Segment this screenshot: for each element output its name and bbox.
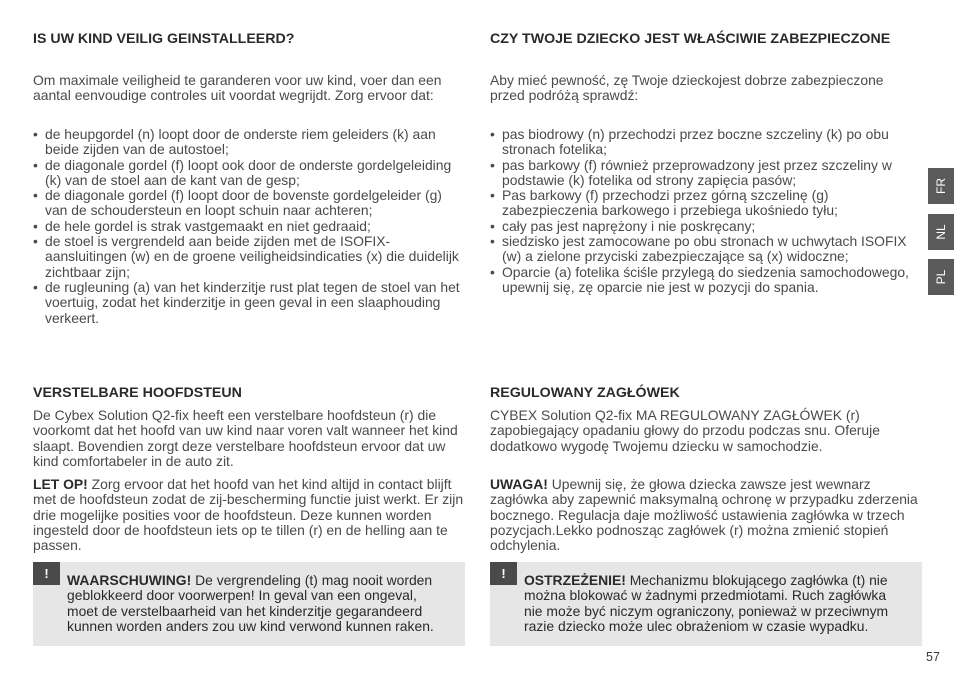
list-item: • pas barkowy (f) również przeprowadzony jest przez szczeliny w podstawie (k) fotelika od strony zapięcia pasów; <box>490 158 922 189</box>
safety-checklist-pl <box>490 127 922 295</box>
list-item: • de diagonale gordel (f) loopt door de bovenste gordelgeleider (g) van de schoudersteun en loopt schuin naar achteren; <box>33 188 465 219</box>
safety-intro-pl: Aby mieć pewność, zę Twoje dzieckojest dobrze zabezpieczone przed podróżą sprawdź: <box>490 72 884 104</box>
headrest-heading-nl: VERSTELBARE HOOFDSTEUN <box>33 385 242 401</box>
safety-intro-nl: Om maximale veiligheid te garanderen voor uw kind, voer dan een aantal eenvoudige controles uit voordat wegrijdt. Zorg ervoor dat: <box>33 72 442 104</box>
exclamation-icon: ! <box>490 562 517 585</box>
list-item: • de diagonale gordel (f) loopt ook door de onderste gordelgeleiding (k) van de stoel aan de kant van de gesp; <box>33 158 465 189</box>
attention-text: Upewnij się, że głowa dziecka zawsze jest wewnarz zagłówka aby zapewnić maksymalną ochronę w przypadku zderzenia bocznego. Regulacja daje możliwość ustawienia zagłówka w trzech pozycjach.Lekko podnosząc zagłówek (r) można zmienić stopień odchylenia. <box>490 476 918 554</box>
headrest-text-pl: CYBEX Solution Q2-fix MA REGULOWANY ZAGŁÓWEK (r) zapobiegający opadaniu głowy do przodu podczas snu. Oferuje dodatkowo wygodę Twojemu dziecku w samochodzie. <box>490 407 880 454</box>
safety-heading-pl: CZY TWOJE DZIECKO JEST WŁAŚCIWIE ZABEZPIECZONE <box>490 31 891 47</box>
language-tab-nl[interactable] <box>928 214 954 250</box>
list-item: • de hele gordel is strak vastgemaakt en niet gedraaid; <box>33 219 465 234</box>
list-item: • de stoel is vergrendeld aan beide zijden met de ISOFIX-aansluitingen (w) en de groene veiligheidsindicaties (x) die duidelijk zichtbaar zijn; <box>33 234 465 280</box>
warning-label: WAARSCHUWING! <box>67 572 192 588</box>
list-item: • pas biodrowy (n) przechodzi przez boczne szczeliny (k) po obu stronach fotelika; <box>490 127 922 158</box>
warning-body: Mechanizmu blokującego zagłówka (t) nie można blokować w żadnymi przedmiotami. Ruch zagłówka nie może być niczym ograniczony, ponieważ w przeciwnym razie dziecko może ulec obrażeniom w czasie wypadku. <box>524 572 889 634</box>
attention-paragraph-pl <box>490 477 922 553</box>
warning-box-pl <box>490 562 922 646</box>
language-tab-label: FR <box>934 178 948 194</box>
page-number: 57 <box>926 650 940 664</box>
language-tab-fr[interactable] <box>928 168 954 204</box>
language-tab-label: PL <box>934 269 948 285</box>
attention-label: LET OP! <box>33 476 88 492</box>
exclamation-icon: ! <box>33 562 60 585</box>
list-item: • Oparcie (a) fotelika ściśle przylegą do siedzenia samochodowego, upewnij się, zę oparcie nie jest w pozycji do spania. <box>490 265 922 296</box>
warning-label: OSTRZEŻENIE! <box>524 572 626 588</box>
list-item: • de rugleuning (a) van het kinderzitje rust plat tegen de stoel van het voertuig, zodat het kinderzitje in geen geval in een slaaphouding verkeert. <box>33 280 465 326</box>
list-item: • siedzisko jest zamocowane po obu stronach w uchwytach ISOFIX (w) a zielone przyciski zabezpieczające są (x) widoczne; <box>490 234 922 265</box>
list-item: • de heupgordel (n) loopt door de onderste riem geleiders (k) aan beide zijden van de autostoel; <box>33 127 465 158</box>
warning-box-nl <box>33 562 465 646</box>
headrest-heading-pl: REGULOWANY ZAGŁÓWEK <box>490 385 680 401</box>
attention-paragraph-nl <box>33 477 465 553</box>
warning-body: De vergrendeling (t) mag nooit worden geblokkeerd door voorwerpen! In geval van een ongeval, moet de verstelbaarheid van het kinderzitje gegarandeerd kunnen worden anders zou uw kind verwond kunnen raken. <box>67 572 434 634</box>
warning-text-nl <box>67 573 451 634</box>
safety-heading-nl: IS UW KIND VEILIG GEINSTALLEERD? <box>33 31 295 47</box>
safety-checklist-nl <box>33 127 465 326</box>
attention-text: Zorg ervoor dat het hoofd van het kind altijd in contact blijft met de hoofdsteun zodat de zij-bescherming functie juist werkt. Er zijn drie mogelijke posities voor de hoofdsteun. Deze kunnen worden ingesteld door de hoofdsteun iets op te tillen (r) en de helling aan te passen. <box>33 476 464 554</box>
language-tab-pl[interactable] <box>928 259 954 295</box>
warning-text-pl <box>524 573 908 634</box>
list-item: • Pas barkowy (f) przechodzi przez górną szczelinę (g) zabezpieczenia barkowego i przebiega ukośniedo tyłu; <box>490 188 922 219</box>
language-tab-label: NL <box>934 224 948 240</box>
attention-label: UWAGA! <box>490 476 548 492</box>
headrest-text-nl: De Cybex Solution Q2-fix heeft een verstelbare hoofdsteun (r) die voorkomt dat het hoofd van uw kind naar voren valt wanneer het kind slaapt. Bovendien zorgt deze verstelbare hoofdsteun ervoor dat uw kind comfortabeler in de auto zit. <box>33 407 458 469</box>
list-item: • cały pas jest naprężony i nie poskręcany; <box>490 219 922 234</box>
